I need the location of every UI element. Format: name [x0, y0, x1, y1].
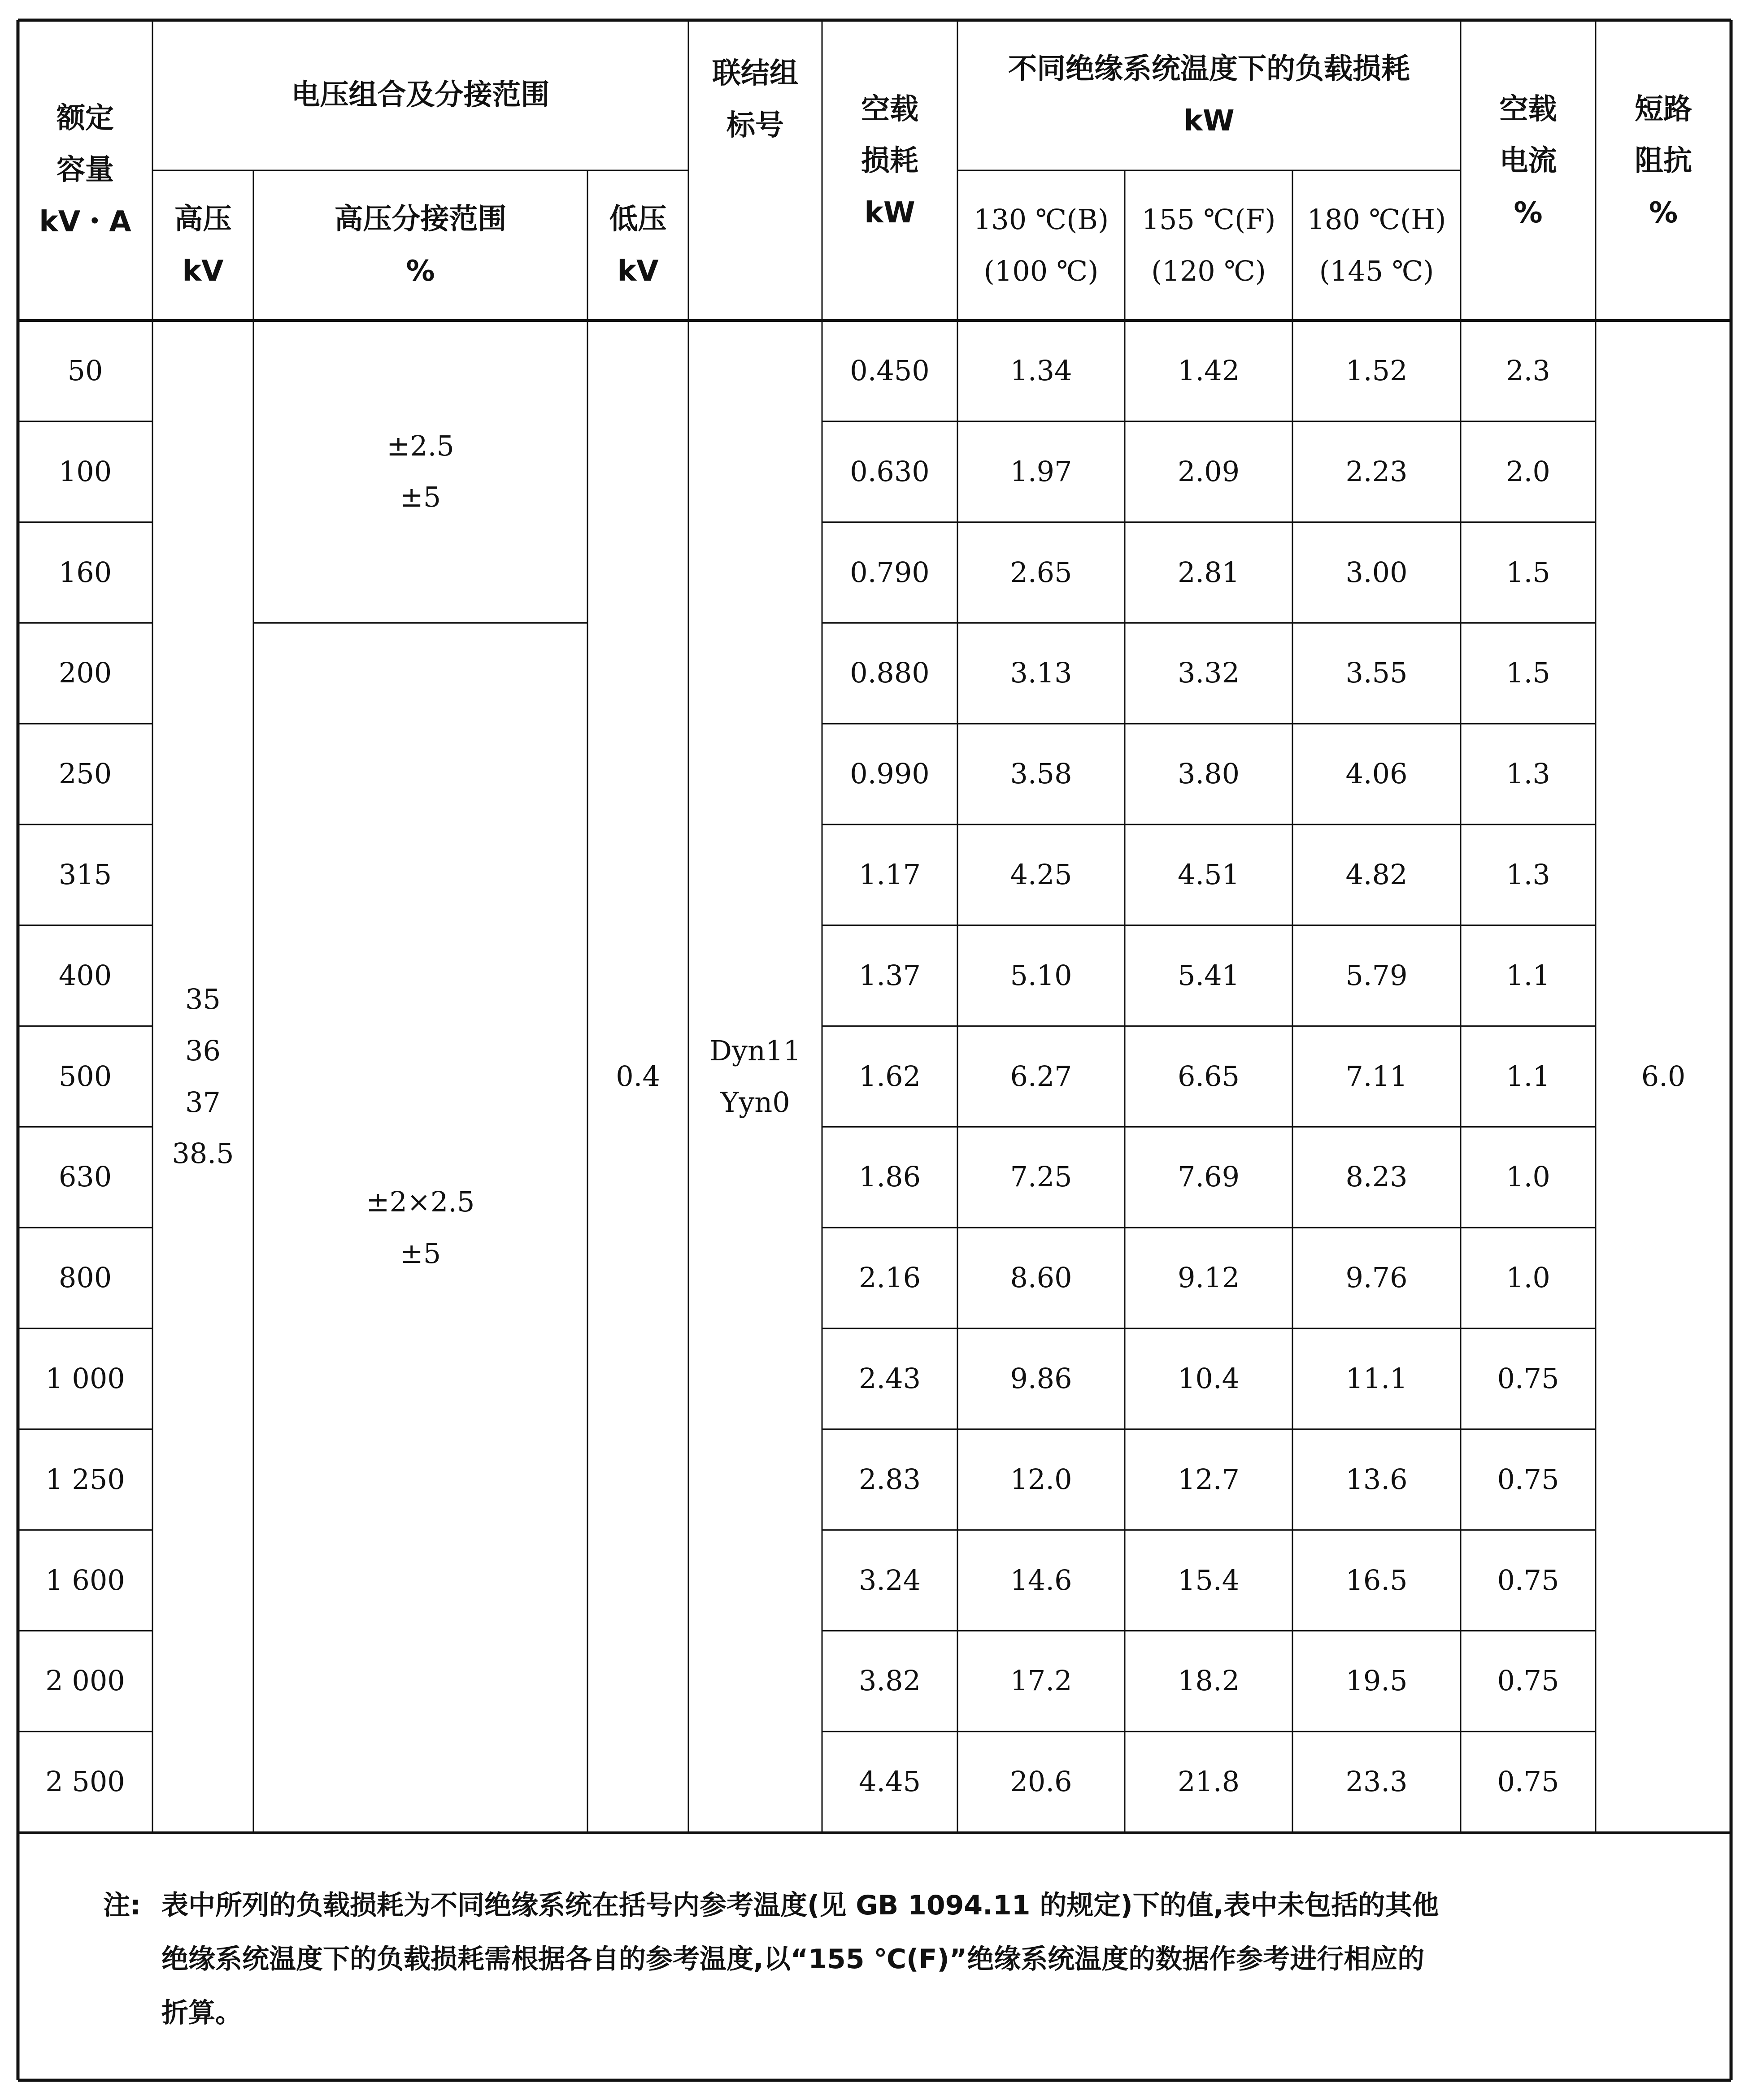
cell-load-loss-h	[1292, 623, 1461, 724]
cell-load-loss-h-text: 9.76	[1345, 1261, 1408, 1294]
header-temp-b-text: 130 ℃(B)	[973, 203, 1109, 236]
cell-load-loss-b	[957, 1328, 1125, 1429]
cell-load-loss-f	[1125, 1429, 1292, 1530]
header-no-load-current-text: 空载	[1499, 93, 1557, 126]
cell-lv-value-text: 0.4	[616, 1060, 660, 1093]
cell-capacity-text: 100	[58, 455, 112, 488]
cell-load-loss-b	[957, 925, 1125, 1026]
cell-load-loss-f-text: 18.2	[1177, 1664, 1240, 1697]
cell-load-loss-h	[1292, 724, 1461, 824]
cell-load-loss-b	[957, 321, 1125, 421]
cell-no-load-loss	[822, 321, 957, 421]
cell-load-loss-b	[957, 1026, 1125, 1127]
cell-no-load-loss-text: 2.83	[858, 1462, 921, 1496]
header-impedance	[1596, 20, 1731, 303]
cell-load-loss-b-text: 12.0	[1010, 1462, 1072, 1496]
header-hv-tap	[253, 170, 587, 321]
cell-load-loss-f-text: 21.8	[1177, 1765, 1240, 1798]
cell-load-loss-b-text: 8.60	[1010, 1261, 1072, 1294]
cell-no-load-current-text: 1.5	[1506, 555, 1550, 589]
header-no-load-loss-text: 空载	[861, 93, 918, 126]
cell-load-loss-b-text: 4.25	[1010, 858, 1072, 891]
cell-load-loss-h-text: 2.23	[1345, 455, 1408, 488]
cell-no-load-current	[1461, 1731, 1596, 1832]
cell-load-loss-b-text: 14.6	[1010, 1563, 1072, 1597]
cell-no-load-loss-text: 2.43	[858, 1362, 921, 1395]
cell-load-loss-b	[957, 1228, 1125, 1328]
note-line: 表中所列的负载损耗为不同绝缘系统在括号内参考温度(见 GB 1094.11 的规定)下的值,表中未包括的其他	[161, 1890, 1439, 1921]
cell-load-loss-h	[1292, 1228, 1461, 1328]
cell-capacity-text: 50	[67, 354, 103, 387]
note-label: 注:	[103, 1890, 141, 1921]
cell-no-load-loss-text: 0.630	[850, 455, 930, 488]
cell-vector-values-text: Yyn0	[720, 1085, 790, 1119]
cell-no-load-current	[1461, 522, 1596, 623]
cell-no-load-current-text: 0.75	[1497, 1362, 1559, 1395]
cell-capacity-text: 800	[58, 1261, 112, 1294]
cell-no-load-current	[1461, 421, 1596, 522]
cell-no-load-loss-text: 0.990	[850, 757, 930, 790]
cell-tap-small-text: ±2.5	[387, 429, 454, 462]
cell-impedance-value	[1596, 321, 1731, 1833]
cell-load-loss-h-text: 16.5	[1345, 1563, 1408, 1597]
cell-no-load-current-text: 0.75	[1497, 1664, 1559, 1697]
cell-load-loss-f-text: 10.4	[1177, 1362, 1240, 1395]
cell-no-load-loss-text: 3.24	[858, 1563, 921, 1597]
cell-load-loss-b-text: 1.97	[1010, 455, 1072, 488]
cell-capacity	[18, 1026, 152, 1127]
cell-load-loss-h-text: 3.55	[1345, 656, 1408, 690]
cell-load-loss-b	[957, 724, 1125, 824]
cell-load-loss-f-text: 15.4	[1177, 1563, 1240, 1597]
cell-hv-values-text: 36	[185, 1034, 221, 1067]
cell-load-loss-b-text: 17.2	[1010, 1664, 1072, 1697]
cell-no-load-loss	[822, 522, 957, 623]
header-voltage-group	[152, 20, 688, 170]
cell-load-loss-h	[1292, 1530, 1461, 1631]
cell-no-load-current-text: 1.3	[1506, 757, 1550, 790]
cell-load-loss-b	[957, 824, 1125, 925]
cell-load-loss-f	[1125, 421, 1292, 522]
cell-no-load-current-text: 1.3	[1506, 858, 1550, 891]
note-line: 折算。	[161, 1997, 242, 2029]
cell-capacity-text: 2 000	[45, 1664, 125, 1697]
cell-no-load-current	[1461, 321, 1596, 421]
cell-capacity-text: 200	[58, 656, 112, 690]
cell-impedance-value-text: 6.0	[1641, 1060, 1686, 1093]
cell-load-loss-f	[1125, 522, 1292, 623]
cell-no-load-current-text: 2.0	[1506, 455, 1550, 488]
cell-capacity	[18, 1530, 152, 1631]
cell-no-load-loss	[822, 1026, 957, 1127]
cell-no-load-loss	[822, 421, 957, 522]
header-no-load-current	[1461, 20, 1596, 303]
cell-tap-small-text: ±5	[400, 481, 441, 514]
cell-hv-values-text: 38.5	[172, 1137, 234, 1170]
cell-load-loss-f-text: 7.69	[1177, 1160, 1240, 1193]
cell-load-loss-b-text: 1.34	[1010, 354, 1072, 387]
header-impedance-text: 短路	[1635, 93, 1692, 126]
header-no-load-current-text: %	[1514, 196, 1543, 230]
cell-load-loss-f	[1125, 1328, 1292, 1429]
cell-load-loss-f-text: 9.12	[1177, 1261, 1240, 1294]
cell-load-loss-f-text: 6.65	[1177, 1059, 1240, 1093]
cell-load-loss-b	[957, 623, 1125, 724]
cell-no-load-current-text: 1.1	[1506, 1059, 1550, 1093]
cell-no-load-current	[1461, 925, 1596, 1026]
cell-hv-values-text: 35	[185, 983, 221, 1016]
cell-no-load-loss-text: 3.82	[858, 1664, 921, 1697]
cell-load-loss-b	[957, 1631, 1125, 1731]
cell-load-loss-b	[957, 1530, 1125, 1631]
cell-capacity-text: 1 000	[45, 1362, 125, 1395]
header-lv	[587, 170, 688, 321]
cell-capacity	[18, 925, 152, 1026]
cell-load-loss-b	[957, 1429, 1125, 1530]
cell-no-load-loss	[822, 1127, 957, 1228]
cell-capacity-text: 2 500	[45, 1765, 125, 1798]
cell-load-loss-f-text: 2.81	[1177, 555, 1240, 589]
header-impedance-text: %	[1649, 196, 1678, 230]
header-hv	[152, 170, 253, 321]
cell-no-load-current	[1461, 1127, 1596, 1228]
cell-load-loss-f	[1125, 1631, 1292, 1731]
header-no-load-loss-text: kW	[864, 196, 915, 230]
cell-capacity	[18, 1228, 152, 1328]
cell-hv-values	[152, 321, 253, 1833]
cell-capacity	[18, 1731, 152, 1832]
cell-load-loss-h	[1292, 321, 1461, 421]
cell-no-load-loss-text: 0.880	[850, 656, 930, 690]
cell-load-loss-h	[1292, 1429, 1461, 1530]
cell-load-loss-f-text: 3.32	[1177, 656, 1240, 690]
header-rated-capacity-text: 额定	[57, 102, 114, 135]
cell-no-load-loss-text: 1.37	[858, 959, 921, 992]
header-no-load-loss	[822, 20, 957, 303]
cell-capacity	[18, 522, 152, 623]
cell-capacity	[18, 1127, 152, 1228]
cell-load-loss-h-text: 5.79	[1345, 959, 1408, 992]
cell-no-load-current	[1461, 1429, 1596, 1530]
cell-load-loss-h	[1292, 824, 1461, 925]
cell-no-load-current-text: 0.75	[1497, 1765, 1559, 1798]
cell-load-loss-b-text: 2.65	[1010, 555, 1072, 589]
header-voltage-group-text: 电压组合及分接范围	[291, 78, 550, 112]
cell-no-load-loss-text: 1.17	[858, 858, 921, 891]
cell-no-load-loss-text: 1.86	[858, 1160, 921, 1193]
header-lv-text: 低压	[609, 203, 667, 236]
cell-load-loss-b	[957, 522, 1125, 623]
cell-load-loss-h-text: 8.23	[1345, 1160, 1408, 1193]
cell-no-load-loss-text: 2.16	[858, 1261, 921, 1294]
header-temp-b	[957, 170, 1125, 321]
header-no-load-loss-text: 损耗	[861, 144, 918, 178]
header-temp-b-text: (100 ℃)	[983, 254, 1099, 287]
cell-load-loss-h-text: 4.82	[1345, 858, 1408, 891]
cell-no-load-current	[1461, 1026, 1596, 1127]
header-temp-f	[1125, 170, 1292, 321]
cell-no-load-current	[1461, 1530, 1596, 1631]
cell-load-loss-h	[1292, 1127, 1461, 1228]
header-vector-group-text: 标号	[727, 108, 784, 142]
cell-no-load-loss	[822, 1328, 957, 1429]
cell-no-load-current	[1461, 1631, 1596, 1731]
header-load-loss-text: kW	[1183, 104, 1235, 138]
cell-no-load-loss	[822, 1429, 957, 1530]
header-temp-h-text: (145 ℃)	[1319, 254, 1434, 287]
cell-load-loss-h-text: 1.52	[1345, 354, 1408, 387]
header-load-loss-text: 不同绝缘系统温度下的负载损耗	[1008, 52, 1410, 86]
cell-no-load-loss	[822, 1631, 957, 1731]
cell-load-loss-h	[1292, 1328, 1461, 1429]
cell-capacity	[18, 724, 152, 824]
cell-load-loss-f	[1125, 824, 1292, 925]
header-temp-f-text: (120 ℃)	[1151, 254, 1266, 287]
cell-load-loss-h-text: 13.6	[1345, 1462, 1408, 1496]
cell-no-load-current-text: 0.75	[1497, 1462, 1559, 1496]
cell-load-loss-h-text: 4.06	[1345, 757, 1408, 790]
cell-load-loss-b	[957, 1127, 1125, 1228]
cell-load-loss-h-text: 23.3	[1345, 1765, 1408, 1798]
cell-load-loss-b-text: 9.86	[1010, 1362, 1072, 1395]
cell-load-loss-b-text: 3.13	[1010, 656, 1072, 690]
cell-no-load-loss-text: 1.62	[858, 1059, 921, 1093]
header-hv-tap-text: %	[406, 254, 435, 288]
cell-tap-large-text: ±2×2.5	[366, 1185, 475, 1218]
cell-no-load-loss-text: 4.45	[858, 1765, 921, 1798]
header-load-loss	[957, 20, 1461, 170]
cell-load-loss-b	[957, 421, 1125, 522]
cell-capacity	[18, 1429, 152, 1530]
cell-tap-large-text: ±5	[400, 1237, 441, 1270]
cell-capacity	[18, 421, 152, 522]
cell-load-loss-f	[1125, 321, 1292, 421]
cell-no-load-loss	[822, 1530, 957, 1631]
cell-no-load-loss-text: 0.450	[850, 354, 930, 387]
cell-no-load-current	[1461, 824, 1596, 925]
cell-no-load-current-text: 1.5	[1506, 656, 1550, 690]
cell-load-loss-f	[1125, 1026, 1292, 1127]
cell-load-loss-f-text: 5.41	[1177, 959, 1240, 992]
cell-no-load-loss	[822, 1731, 957, 1832]
cell-load-loss-h	[1292, 1731, 1461, 1832]
cell-load-loss-h-text: 19.5	[1345, 1664, 1408, 1697]
cell-load-loss-h	[1292, 1026, 1461, 1127]
cell-load-loss-f	[1125, 724, 1292, 824]
cell-load-loss-f	[1125, 623, 1292, 724]
cell-no-load-loss-text: 0.790	[850, 555, 930, 589]
cell-capacity-text: 500	[58, 1059, 112, 1093]
header-hv-tap-text: 高压分接范围	[334, 203, 507, 236]
cell-load-loss-b-text: 3.58	[1010, 757, 1072, 790]
cell-no-load-current-text: 2.3	[1506, 354, 1550, 387]
cell-no-load-current	[1461, 1328, 1596, 1429]
cell-load-loss-f	[1125, 925, 1292, 1026]
cell-vector-values-text: Dyn11	[709, 1034, 801, 1067]
cell-capacity-text: 630	[58, 1160, 112, 1193]
cell-no-load-loss	[822, 1228, 957, 1328]
header-impedance-text: 阻抗	[1635, 144, 1692, 178]
cell-load-loss-f	[1125, 1731, 1292, 1832]
cell-load-loss-h	[1292, 421, 1461, 522]
cell-no-load-loss	[822, 623, 957, 724]
cell-load-loss-h-text: 7.11	[1345, 1059, 1408, 1093]
cell-load-loss-h-text: 3.00	[1345, 555, 1408, 589]
cell-capacity-text: 160	[58, 555, 112, 589]
header-rated-capacity	[18, 20, 152, 321]
cell-capacity	[18, 321, 152, 421]
cell-no-load-loss	[822, 724, 957, 824]
cell-load-loss-b-text: 5.10	[1010, 959, 1072, 992]
cell-load-loss-f	[1125, 1228, 1292, 1328]
cell-capacity	[18, 623, 152, 724]
note-line: 绝缘系统温度下的负载损耗需根据各自的参考温度,以“155 ℃(F)”绝缘系统温度的数据作参考进行相应的	[161, 1944, 1425, 1975]
cell-load-loss-f-text: 4.51	[1177, 858, 1240, 891]
header-hv-text: 高压	[174, 203, 232, 236]
cell-load-loss-h	[1292, 1631, 1461, 1731]
header-lv-text: kV	[617, 254, 659, 288]
table-note	[103, 1879, 1722, 2040]
cell-load-loss-b-text: 6.27	[1010, 1059, 1072, 1093]
cell-load-loss-f-text: 1.42	[1177, 354, 1240, 387]
header-vector-group-text: 联结组	[712, 57, 798, 91]
cell-load-loss-b	[957, 1731, 1125, 1832]
cell-load-loss-f-text: 2.09	[1177, 455, 1240, 488]
header-rated-capacity-text: kV・A	[39, 205, 131, 239]
cell-capacity-text: 1 250	[45, 1462, 125, 1496]
cell-load-loss-h	[1292, 522, 1461, 623]
header-temp-h-text: 180 ℃(H)	[1307, 203, 1446, 236]
header-temp-h	[1292, 170, 1461, 321]
cell-tap-large	[253, 623, 587, 1833]
cell-no-load-current-text: 1.1	[1506, 959, 1550, 992]
header-no-load-current-text: 电流	[1499, 144, 1557, 178]
cell-capacity-text: 250	[58, 757, 112, 790]
cell-lv-value	[587, 321, 688, 1833]
header-vector-group	[688, 20, 822, 179]
cell-vector-values	[688, 321, 822, 1833]
cell-no-load-current	[1461, 1228, 1596, 1328]
cell-load-loss-f	[1125, 1530, 1292, 1631]
cell-hv-values-text: 37	[185, 1085, 221, 1119]
cell-no-load-loss	[822, 925, 957, 1026]
cell-load-loss-f-text: 12.7	[1177, 1462, 1240, 1496]
header-rated-capacity-text: 容量	[57, 153, 114, 187]
cell-no-load-current	[1461, 623, 1596, 724]
cell-no-load-loss	[822, 824, 957, 925]
cell-capacity	[18, 1631, 152, 1731]
cell-capacity-text: 1 600	[45, 1563, 125, 1597]
cell-tap-small	[253, 321, 587, 623]
cell-load-loss-b-text: 7.25	[1010, 1160, 1072, 1193]
cell-no-load-current-text: 0.75	[1497, 1563, 1559, 1597]
cell-no-load-current-text: 1.0	[1506, 1261, 1550, 1294]
cell-load-loss-f-text: 3.80	[1177, 757, 1240, 790]
cell-load-loss-h	[1292, 925, 1461, 1026]
cell-load-loss-b-text: 20.6	[1010, 1765, 1072, 1798]
cell-capacity-text: 400	[58, 959, 112, 992]
cell-no-load-current-text: 1.0	[1506, 1160, 1550, 1193]
cell-no-load-current	[1461, 724, 1596, 824]
header-hv-text: kV	[182, 254, 224, 288]
cell-load-loss-h-text: 11.1	[1345, 1362, 1408, 1395]
header-temp-f-text: 155 ℃(F)	[1141, 203, 1276, 236]
cell-capacity	[18, 1328, 152, 1429]
cell-load-loss-f	[1125, 1127, 1292, 1228]
cell-capacity-text: 315	[58, 858, 112, 891]
cell-capacity	[18, 824, 152, 925]
